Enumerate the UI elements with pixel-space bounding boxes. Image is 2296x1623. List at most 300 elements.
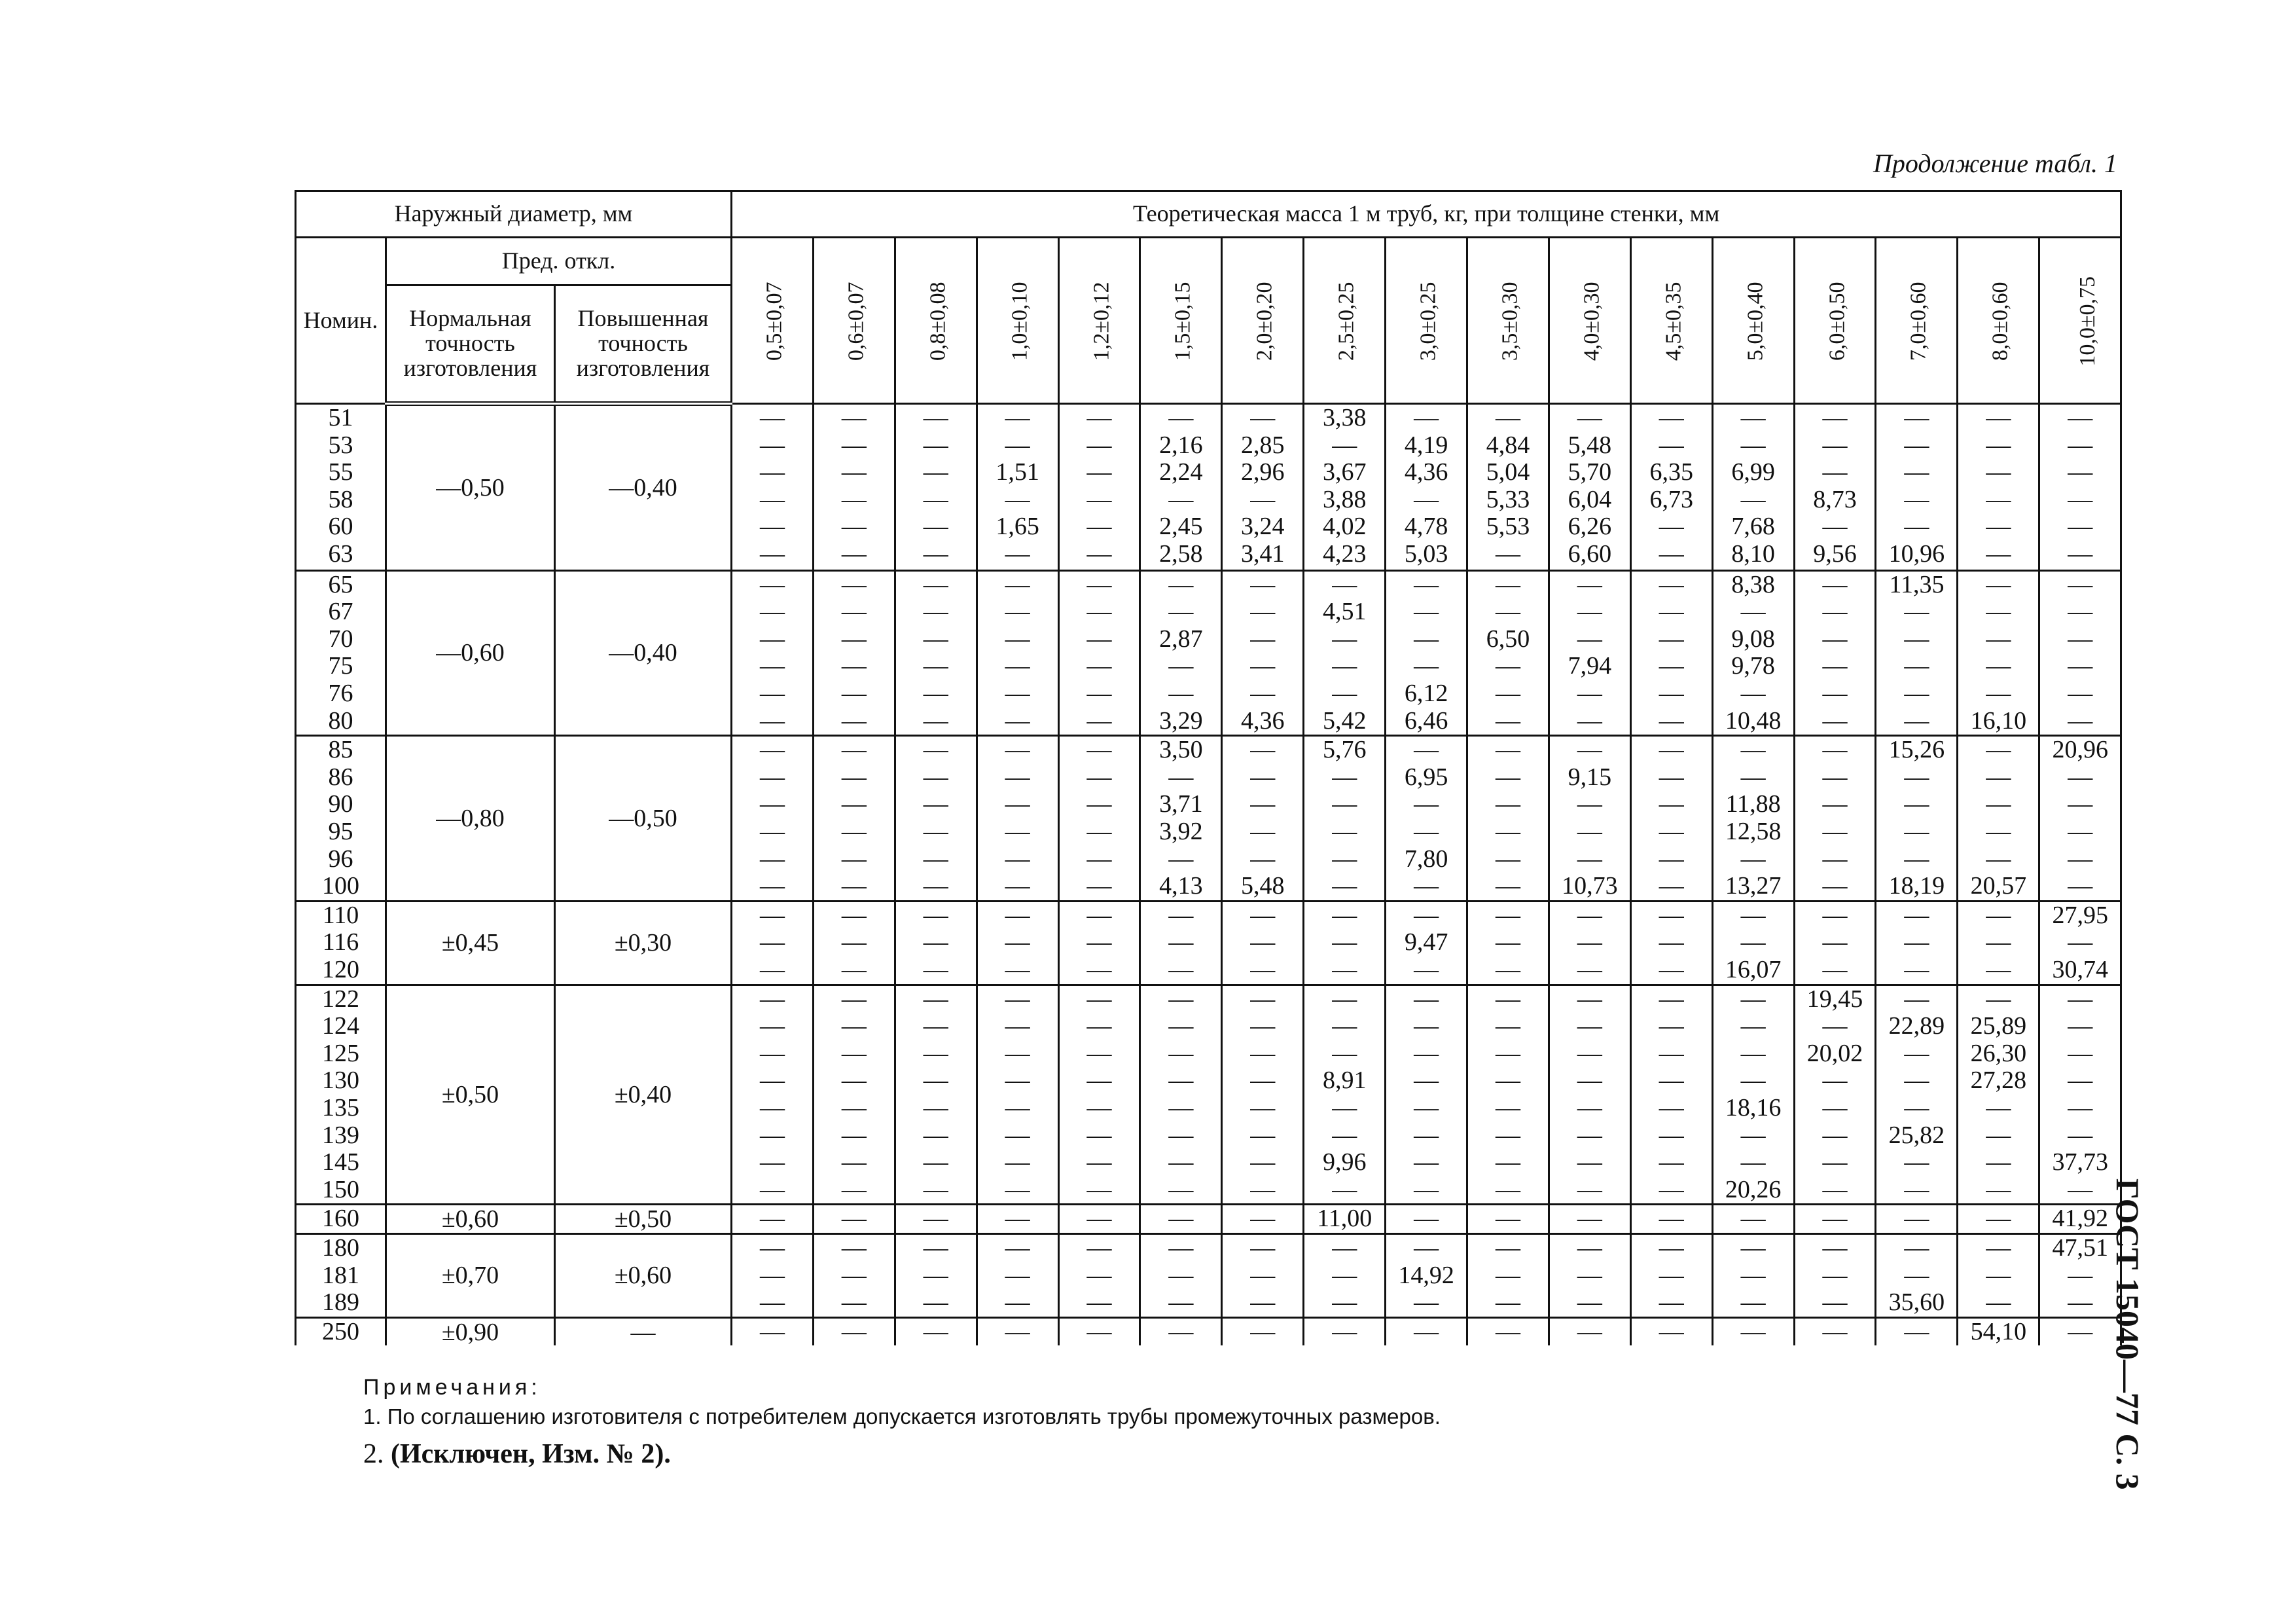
mass-value: — <box>1086 513 1112 541</box>
mass-value: — <box>1005 1233 1030 1262</box>
mass-value: — <box>1822 652 1848 680</box>
mass-value: — <box>923 1067 948 1095</box>
mass-value: — <box>1414 1039 1439 1067</box>
mass-value: — <box>1414 872 1439 900</box>
normal-accuracy-value: ±0,90 <box>441 1318 499 1346</box>
mass-value: — <box>1659 513 1684 541</box>
mass-value: — <box>923 1261 948 1289</box>
mass-value: — <box>1659 736 1684 764</box>
mass-value: 20,96 <box>2052 736 2108 764</box>
mass-column-cell <box>732 1233 814 1317</box>
mass-value: — <box>759 817 785 845</box>
mass-value: — <box>1005 1288 1030 1317</box>
mass-value: — <box>2068 513 2093 541</box>
mass-value: 5,76 <box>1322 736 1367 764</box>
table-row-group <box>296 901 2121 985</box>
mass-value: — <box>1250 928 1276 957</box>
mass-column-cell <box>1958 1205 2039 1234</box>
mass-column-cell <box>1222 1233 1304 1317</box>
mass-value: — <box>1332 1233 1357 1262</box>
mass-column-cell <box>1467 1317 1549 1345</box>
mass-value: — <box>1332 1012 1357 1040</box>
mass-value: — <box>1659 763 1684 791</box>
mass-value: — <box>1740 1039 1766 1067</box>
mass-value: — <box>1495 955 1520 983</box>
mass-value: 4,19 <box>1404 431 1448 459</box>
mass-column-cell <box>1058 1205 1140 1234</box>
mass-value: — <box>1822 404 1848 431</box>
mass-value: — <box>1086 901 1112 929</box>
thickness-col-header: 2,0±0,20 <box>1222 238 1304 404</box>
high-accuracy-value: —0,40 <box>609 639 677 667</box>
mass-value: — <box>1414 1175 1439 1203</box>
mass-column-cell <box>1140 901 1222 985</box>
mass-value: — <box>759 872 785 900</box>
mass-value: — <box>1822 1288 1848 1317</box>
mass-column-cell <box>813 1205 895 1234</box>
mass-value: — <box>1659 431 1684 459</box>
mass-value: — <box>1822 817 1848 845</box>
mass-value: — <box>1577 955 1602 983</box>
mass-value: 5,33 <box>1486 485 1530 513</box>
mass-value: — <box>1577 901 1602 929</box>
mass-value: — <box>1250 485 1276 513</box>
mass-value: — <box>1904 485 1929 513</box>
mass-value: — <box>1495 1121 1520 1149</box>
mass-column-cell <box>2039 1317 2121 1345</box>
mass-value: 7,68 <box>1731 513 1775 541</box>
high-accuracy-cell <box>555 1233 732 1317</box>
mass-value: — <box>1495 1261 1520 1289</box>
mass-column-cell <box>1876 570 1958 736</box>
mass-column-cell <box>895 736 977 902</box>
mass-value: 8,91 <box>1322 1067 1367 1095</box>
mass-value: 5,53 <box>1486 513 1530 541</box>
mass-value: — <box>1577 817 1602 845</box>
mass-value: — <box>923 790 948 818</box>
mass-value: — <box>1414 1121 1439 1149</box>
mass-value: — <box>923 1121 948 1149</box>
mass-value: — <box>2068 845 2093 873</box>
mass-value: — <box>1986 928 2011 957</box>
mass-value: — <box>1332 790 1357 818</box>
mass-value: — <box>1659 598 1684 626</box>
thickness-col-header: 8,0±0,60 <box>1958 238 2039 404</box>
mass-value: — <box>1250 1121 1276 1149</box>
mass-value: — <box>1659 539 1684 568</box>
mass-value: — <box>1495 1205 1520 1233</box>
mass-value: — <box>1822 1012 1848 1040</box>
mass-value: 6,26 <box>1568 513 1612 541</box>
mass-value: — <box>1086 1317 1112 1345</box>
mass-value: 47,51 <box>2052 1233 2108 1262</box>
mass-value: — <box>1904 431 1929 459</box>
mass-value: — <box>1577 625 1602 653</box>
mass-value: — <box>1659 570 1684 598</box>
mass-value: — <box>1250 1093 1276 1122</box>
nominal-diameter-value: 63 <box>328 539 353 568</box>
mass-column-cell <box>1630 736 1712 902</box>
mass-value: — <box>1250 1233 1276 1262</box>
mass-value: — <box>1740 679 1766 707</box>
mass-value: — <box>1986 458 2011 486</box>
mass-value: 6,46 <box>1404 706 1448 735</box>
mass-value: — <box>1659 404 1684 431</box>
mass-value: — <box>1822 955 1848 983</box>
mass-column-cell <box>977 901 1058 985</box>
mass-value: — <box>1577 1148 1602 1176</box>
mass-value: — <box>759 485 785 513</box>
mass-value: — <box>1168 763 1194 791</box>
mass-column-cell <box>1958 736 2039 902</box>
mass-value: — <box>1904 1205 1929 1233</box>
high-accuracy-value: —0,40 <box>609 473 677 501</box>
mass-value: — <box>1332 679 1357 707</box>
mass-value: — <box>1577 1175 1602 1203</box>
mass-column-cell <box>1140 1317 1222 1345</box>
mass-value: — <box>1659 1317 1684 1345</box>
normal-accuracy-cell <box>386 985 555 1205</box>
mass-value: 16,07 <box>1725 955 1782 983</box>
mass-value: — <box>759 985 785 1013</box>
mass-value: — <box>1086 1093 1112 1122</box>
table-row-group <box>296 1205 2121 1234</box>
nominal-diameter-value: 53 <box>328 431 353 459</box>
mass-value: — <box>841 845 867 873</box>
mass-value: 27,28 <box>1970 1067 2027 1095</box>
mass-value: — <box>923 539 948 568</box>
mass-value: — <box>841 928 867 957</box>
mass-value: — <box>1005 1175 1030 1203</box>
mass-value: — <box>1904 513 1929 541</box>
mass-column-cell <box>1467 404 1549 571</box>
mass-value: — <box>841 1039 867 1067</box>
mass-value: — <box>1005 817 1030 845</box>
mass-column-cell <box>732 901 814 985</box>
high-accuracy-value: ±0,30 <box>614 929 672 957</box>
mass-column-cell <box>895 404 977 571</box>
mass-value: — <box>1495 679 1520 707</box>
mass-value: — <box>1168 485 1194 513</box>
mass-value: — <box>1740 431 1766 459</box>
normal-accuracy-cell <box>386 1317 555 1345</box>
thickness-col-header: 4,0±0,30 <box>1549 238 1630 404</box>
high-accuracy-cell <box>555 570 732 736</box>
mass-value: — <box>1168 1093 1194 1122</box>
nominal-diameter-value: 110 <box>322 901 359 929</box>
mass-column-cell <box>1958 404 2039 571</box>
mass-value: — <box>841 1148 867 1176</box>
mass-column-cell <box>813 985 895 1205</box>
mass-column-cell <box>1712 1233 1794 1317</box>
mass-value: — <box>1659 1148 1684 1176</box>
mass-value: — <box>1740 1233 1766 1262</box>
high-accuracy-cell <box>555 985 732 1205</box>
mass-value: 4,36 <box>1404 458 1448 486</box>
mass-value: — <box>1332 1121 1357 1149</box>
mass-column-cell <box>732 1317 814 1345</box>
mass-value: — <box>1414 1205 1439 1233</box>
mass-value: — <box>2068 625 2093 653</box>
mass-value: 4,02 <box>1322 513 1367 541</box>
nominal-diameter-value: 55 <box>328 458 353 486</box>
mass-value: — <box>1414 404 1439 431</box>
mass-column-cell <box>1712 570 1794 736</box>
mass-value: — <box>1659 1261 1684 1289</box>
mass-column-cell <box>1958 570 2039 736</box>
mass-column-cell <box>1058 1317 1140 1345</box>
mass-column-cell <box>1630 404 1712 571</box>
mass-value: — <box>1332 1175 1357 1203</box>
mass-value: — <box>923 513 948 541</box>
mass-column-cell <box>1222 985 1304 1205</box>
mass-value: — <box>841 985 867 1013</box>
mass-value: — <box>1822 790 1848 818</box>
mass-value: — <box>1086 1233 1112 1262</box>
mass-column-cell <box>1549 901 1630 985</box>
mass-value: — <box>2068 1288 2093 1317</box>
mass-column-cell <box>1958 1233 2039 1317</box>
mass-value: — <box>923 872 948 900</box>
mass-value: — <box>1659 1175 1684 1203</box>
mass-value: — <box>1904 1261 1929 1289</box>
mass-value: — <box>1986 652 2011 680</box>
mass-value: — <box>1904 790 1929 818</box>
mass-value: — <box>1659 1205 1684 1233</box>
mass-column-cell <box>1386 985 1467 1205</box>
mass-value: — <box>1577 845 1602 873</box>
mass-value: — <box>1904 679 1929 707</box>
nominal-diameter-value: 100 <box>322 872 359 900</box>
mass-value: — <box>1005 1067 1030 1095</box>
mass-value: — <box>759 706 785 735</box>
mass-value: — <box>1168 1288 1194 1317</box>
mass-value: — <box>1986 817 2011 845</box>
mass-value: — <box>759 570 785 598</box>
mass-value: — <box>841 736 867 764</box>
mass-value: — <box>1822 458 1848 486</box>
mass-value: — <box>1740 1317 1766 1345</box>
mass-value: 41,92 <box>2052 1205 2108 1233</box>
mass-value: 2,96 <box>1241 458 1285 486</box>
mass-value: — <box>1659 817 1684 845</box>
mass-column-cell <box>813 404 895 571</box>
mass-column-cell <box>1304 1205 1386 1234</box>
mass-value: 1,65 <box>996 513 1039 541</box>
mass-value: — <box>1250 985 1276 1013</box>
mass-column-cell <box>1304 1317 1386 1345</box>
mass-value: — <box>1577 404 1602 431</box>
mass-column-cell <box>732 404 814 571</box>
mass-value: 10,73 <box>1562 872 1618 900</box>
mass-column-cell <box>1467 901 1549 985</box>
mass-column-cell <box>1712 901 1794 985</box>
mass-value: — <box>1740 901 1766 929</box>
mass-value: — <box>1414 1148 1439 1176</box>
mass-value: — <box>1986 1233 2011 1262</box>
mass-value: — <box>923 1317 948 1345</box>
mass-value: — <box>1495 763 1520 791</box>
mass-value: — <box>1332 1093 1357 1122</box>
mass-column-cell <box>732 736 814 902</box>
mass-value: — <box>1986 1261 2011 1289</box>
normal-accuracy-value: —0,50 <box>436 473 505 501</box>
mass-column-cell <box>1876 404 1958 571</box>
mass-value: — <box>923 1288 948 1317</box>
mass-value: 16,10 <box>1970 706 2027 735</box>
high-accuracy-value: ±0,60 <box>614 1262 672 1290</box>
mass-value: — <box>1986 570 2011 598</box>
mass-value: — <box>1250 1067 1276 1095</box>
mass-value: — <box>2068 872 2093 900</box>
mass-column-cell <box>1467 985 1549 1205</box>
nominal-diameter-value: 85 <box>328 736 353 764</box>
mass-value: — <box>1005 736 1030 764</box>
mass-column-cell <box>1630 570 1712 736</box>
mass-value: — <box>1986 539 2011 568</box>
mass-column-cell <box>2039 901 2121 985</box>
mass-value: — <box>1495 652 1520 680</box>
mass-value: — <box>2068 1261 2093 1289</box>
mass-value: — <box>1495 817 1520 845</box>
mass-value: — <box>841 1205 867 1233</box>
mass-value: — <box>2068 404 2093 431</box>
mass-value: — <box>1086 570 1112 598</box>
mass-value: 6,50 <box>1486 625 1530 653</box>
mass-value: — <box>1005 845 1030 873</box>
nominal-diameter-cell <box>296 1233 386 1317</box>
mass-column-cell <box>1549 1317 1630 1345</box>
mass-value: — <box>1740 763 1766 791</box>
mass-value: — <box>1577 790 1602 818</box>
mass-column-cell <box>895 1233 977 1317</box>
mass-value: — <box>1904 928 1929 957</box>
thickness-col-header: 7,0±0,60 <box>1876 238 1958 404</box>
mass-value: — <box>841 1012 867 1040</box>
mass-column-cell <box>977 404 1058 571</box>
mass-column-cell <box>1304 570 1386 736</box>
mass-value: — <box>1904 817 1929 845</box>
mass-value: — <box>1659 1012 1684 1040</box>
mass-column-cell <box>2039 404 2121 571</box>
mass-column-cell <box>895 1317 977 1345</box>
mass-value: — <box>923 1148 948 1176</box>
mass-column-cell <box>1222 570 1304 736</box>
mass-value: — <box>1250 790 1276 818</box>
nominal-diameter-cell <box>296 404 386 571</box>
thickness-col-header: 0,8±0,08 <box>895 238 977 404</box>
nominal-diameter-cell <box>296 985 386 1205</box>
mass-value: — <box>841 1093 867 1122</box>
mass-value: — <box>1005 1121 1030 1149</box>
table-row-group <box>296 736 2121 902</box>
mass-value: — <box>841 539 867 568</box>
mass-value: — <box>923 736 948 764</box>
mass-value: — <box>2068 652 2093 680</box>
thickness-col-header: 10,0±0,75 <box>2039 238 2121 404</box>
table-continuation-caption: Продолжение табл. 1 <box>1873 149 2117 178</box>
thickness-col-header: 3,0±0,25 <box>1386 238 1467 404</box>
high-accuracy-cell <box>555 736 732 902</box>
nominal-diameter-value: 181 <box>322 1261 359 1289</box>
mass-value: — <box>1904 1039 1929 1067</box>
mass-value: — <box>1904 598 1929 626</box>
mass-value: — <box>759 1317 785 1345</box>
nominal-diameter-value: 67 <box>328 598 353 626</box>
nominal-diameter-value: 95 <box>328 817 353 845</box>
mass-value: — <box>1904 1148 1929 1176</box>
normal-accuracy-cell <box>386 901 555 985</box>
mass-value: 11,88 <box>1725 790 1781 818</box>
mass-value: — <box>1168 652 1194 680</box>
normal-accuracy-value: —0,80 <box>436 804 505 832</box>
normal-accuracy-value: ±0,70 <box>441 1262 499 1290</box>
mass-value: — <box>841 652 867 680</box>
mass-column-cell <box>1876 736 1958 902</box>
mass-column-cell <box>1630 1317 1712 1345</box>
mass-value: — <box>1740 1288 1766 1317</box>
mass-value: 35,60 <box>1888 1288 1945 1317</box>
mass-value: — <box>1577 736 1602 764</box>
mass-value: — <box>1577 1012 1602 1040</box>
mass-value: — <box>1414 625 1439 653</box>
nominal-diameter-value: 139 <box>322 1121 359 1149</box>
mass-value: — <box>1495 901 1520 929</box>
mass-value: 9,56 <box>1813 539 1857 568</box>
mass-value: 5,48 <box>1241 872 1285 900</box>
thickness-col-header: 1,0±0,10 <box>977 238 1058 404</box>
nominal-diameter-value: 76 <box>328 679 353 707</box>
mass-value: — <box>1822 928 1848 957</box>
mass-value: — <box>1086 790 1112 818</box>
mass-value: — <box>1086 458 1112 486</box>
mass-value: — <box>1414 652 1439 680</box>
mass-value: — <box>1659 928 1684 957</box>
nominal-diameter-value: 122 <box>322 985 359 1013</box>
mass-value: — <box>1005 1261 1030 1289</box>
mass-value: — <box>1086 431 1112 459</box>
mass-value: — <box>1822 1067 1848 1095</box>
note-2 <box>363 1438 1441 1470</box>
mass-column-cell <box>1222 901 1304 985</box>
mass-value: — <box>1332 625 1357 653</box>
mass-value: — <box>1250 1317 1276 1345</box>
mass-value: — <box>759 736 785 764</box>
mass-value: — <box>1005 763 1030 791</box>
mass-value: — <box>759 513 785 541</box>
mass-value: — <box>1986 985 2011 1013</box>
mass-value: — <box>923 1233 948 1262</box>
mass-column-cell <box>732 570 814 736</box>
mass-value: — <box>1904 1175 1929 1203</box>
mass-value: — <box>759 928 785 957</box>
mass-value: — <box>1577 706 1602 735</box>
mass-column-cell <box>1712 404 1794 571</box>
mass-value: — <box>1986 763 2011 791</box>
mass-value: — <box>923 1205 948 1233</box>
mass-value: — <box>1414 901 1439 929</box>
mass-column-cell <box>1222 1205 1304 1234</box>
mass-value: — <box>2068 458 2093 486</box>
thickness-col-header: 0,6±0,07 <box>813 238 895 404</box>
mass-value: — <box>1495 1317 1520 1345</box>
mass-value: — <box>1005 570 1030 598</box>
mass-value: — <box>923 431 948 459</box>
mass-value: — <box>2068 1175 2093 1203</box>
mass-value: — <box>1577 985 1602 1013</box>
mass-value: — <box>1332 1261 1357 1289</box>
mass-value: — <box>2068 1039 2093 1067</box>
